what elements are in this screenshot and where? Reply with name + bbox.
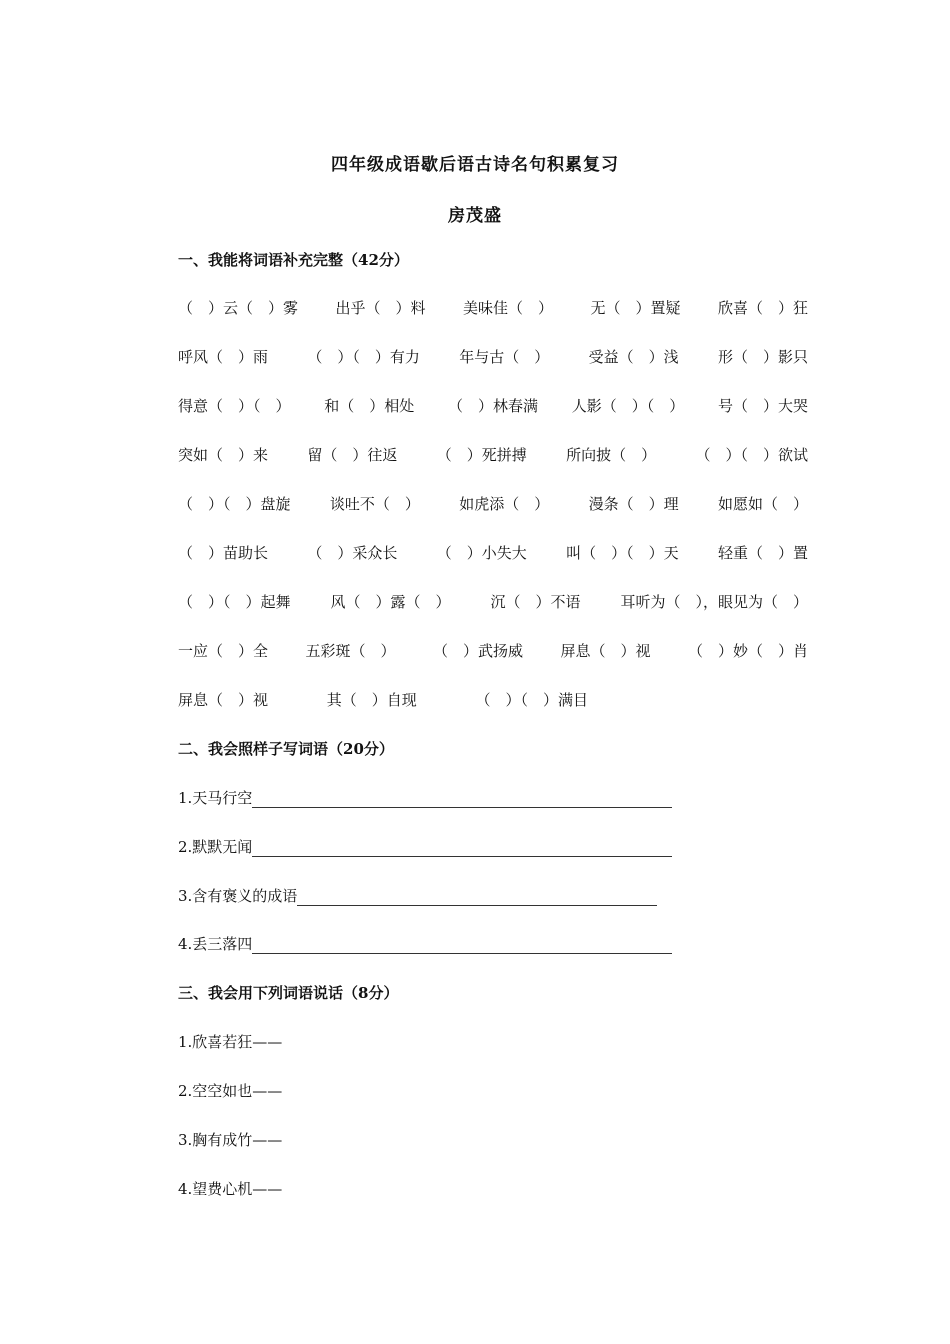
idiom-blank: （ ）死拼搏 <box>436 446 527 464</box>
idiom-row <box>178 297 808 318</box>
idiom-row <box>178 493 808 514</box>
idiom-blank: （ ）（ ）有力 <box>307 348 420 366</box>
sentence-prompt: 2.空空如也—— <box>178 1082 283 1100</box>
idiom-blank: 年与古（ ） <box>459 348 550 366</box>
sentence-item <box>178 1080 282 1101</box>
idiom-blank: 和（ ）相处 <box>324 397 415 415</box>
answer-line[interactable] <box>252 791 672 808</box>
idiom-row <box>178 542 808 563</box>
answer-line[interactable] <box>252 840 672 857</box>
idiom-blank: （ ）（ ）满目 <box>475 691 588 709</box>
idiom-blank: 如愿如（ ） <box>717 495 808 513</box>
idiom-blank: （ ）小失大 <box>436 544 527 562</box>
idiom-row <box>178 444 808 465</box>
sentence-prompt: 3.胸有成竹—— <box>178 1131 283 1149</box>
fill-in-prompt: 1.天马行空 <box>178 789 253 807</box>
idiom-blank: 突如（ ）来 <box>178 446 269 464</box>
sentence-prompt: 4.望费心机—— <box>178 1180 283 1198</box>
idiom-blank: （ ）武扬威 <box>432 642 523 660</box>
idiom-blank: 欣喜（ ）狂 <box>717 299 808 317</box>
idiom-blank: 漫条（ ）理 <box>588 495 679 513</box>
idiom-blank: 无（ ）置疑 <box>590 299 681 317</box>
idiom-blank: （ ）（ ）起舞 <box>178 593 291 611</box>
idiom-row <box>178 346 808 367</box>
fill-in-item <box>178 933 672 954</box>
page-title: 四年级成语歇后语古诗名句积累复习 <box>331 155 619 175</box>
idiom-blank: 得意（ ）（ ） <box>178 397 291 415</box>
idiom-row <box>178 689 588 710</box>
fill-in-item <box>178 885 657 906</box>
author-name: 房茂盛 <box>448 206 502 226</box>
idiom-blank: 谈吐不（ ） <box>329 495 420 513</box>
idiom-blank: 形（ ）影只 <box>717 348 808 366</box>
idiom-blank: （ ）采众长 <box>307 544 398 562</box>
idiom-blank: 号（ ）大哭 <box>717 397 808 415</box>
idiom-blank: 叫（ ）（ ）天 <box>566 544 679 562</box>
idiom-blank: 呼风（ ）雨 <box>178 348 269 366</box>
idiom-blank: 风（ ）露（ ） <box>330 593 451 611</box>
idiom-row <box>178 640 808 661</box>
idiom-blank: 人影（ ）（ ） <box>571 397 685 415</box>
fill-in-item <box>178 836 672 857</box>
fill-in-item <box>178 787 672 808</box>
sentence-prompt: 1.欣喜若狂—— <box>178 1033 283 1051</box>
idiom-blank: 如虎添（ ） <box>459 495 550 513</box>
answer-line[interactable] <box>297 889 657 906</box>
idiom-blank: 屏息（ ）视 <box>178 691 269 709</box>
idiom-blank: 其（ ）自现 <box>326 691 417 709</box>
idiom-blank: 受益（ ）浅 <box>588 348 679 366</box>
idiom-blank: 留（ ）往返 <box>307 446 398 464</box>
idiom-blank: （ ）（ ）盘旋 <box>178 495 291 513</box>
section-3-heading: 三、我会用下列词语说话（8分） <box>178 984 399 1002</box>
idiom-blank: 沉（ ）不语 <box>490 593 581 611</box>
sentence-item <box>178 1178 282 1199</box>
fill-in-prompt: 2.默默无闻 <box>178 838 253 856</box>
idiom-row <box>178 591 808 612</box>
idiom-blank: 五彩斑（ ） <box>305 642 396 660</box>
idiom-blank: 耳听为（ ），眼见为（ ） <box>620 593 808 611</box>
idiom-blank: 所向披（ ） <box>566 446 657 464</box>
section-1-heading: 一、我能将词语补充完整（42分） <box>178 251 409 269</box>
idiom-blank: 轻重（ ）置 <box>717 544 808 562</box>
fill-in-prompt: 4.丢三落四 <box>178 935 253 953</box>
idiom-blank: 屏息（ ）视 <box>560 642 651 660</box>
fill-in-prompt: 3.含有褒义的成语 <box>178 887 298 905</box>
section-2-heading: 二、我会照样子写词语（20分） <box>178 740 394 758</box>
idiom-blank: 美味佳（ ） <box>462 299 553 317</box>
answer-line[interactable] <box>252 937 672 954</box>
idiom-blank: （ ）苗助长 <box>178 544 269 562</box>
idiom-blank: （ ）云（ ）雾 <box>178 299 299 317</box>
idiom-blank: （ ）（ ）欲试 <box>695 446 808 464</box>
sentence-item <box>178 1129 282 1150</box>
idiom-row <box>178 395 808 416</box>
idiom-blank: （ ）林春满 <box>447 397 538 415</box>
sentence-item <box>178 1031 282 1052</box>
idiom-blank: （ ）妙（ ）肖 <box>687 642 808 660</box>
idiom-blank: 一应（ ）全 <box>178 642 269 660</box>
idiom-blank: 出乎（ ）料 <box>335 299 426 317</box>
